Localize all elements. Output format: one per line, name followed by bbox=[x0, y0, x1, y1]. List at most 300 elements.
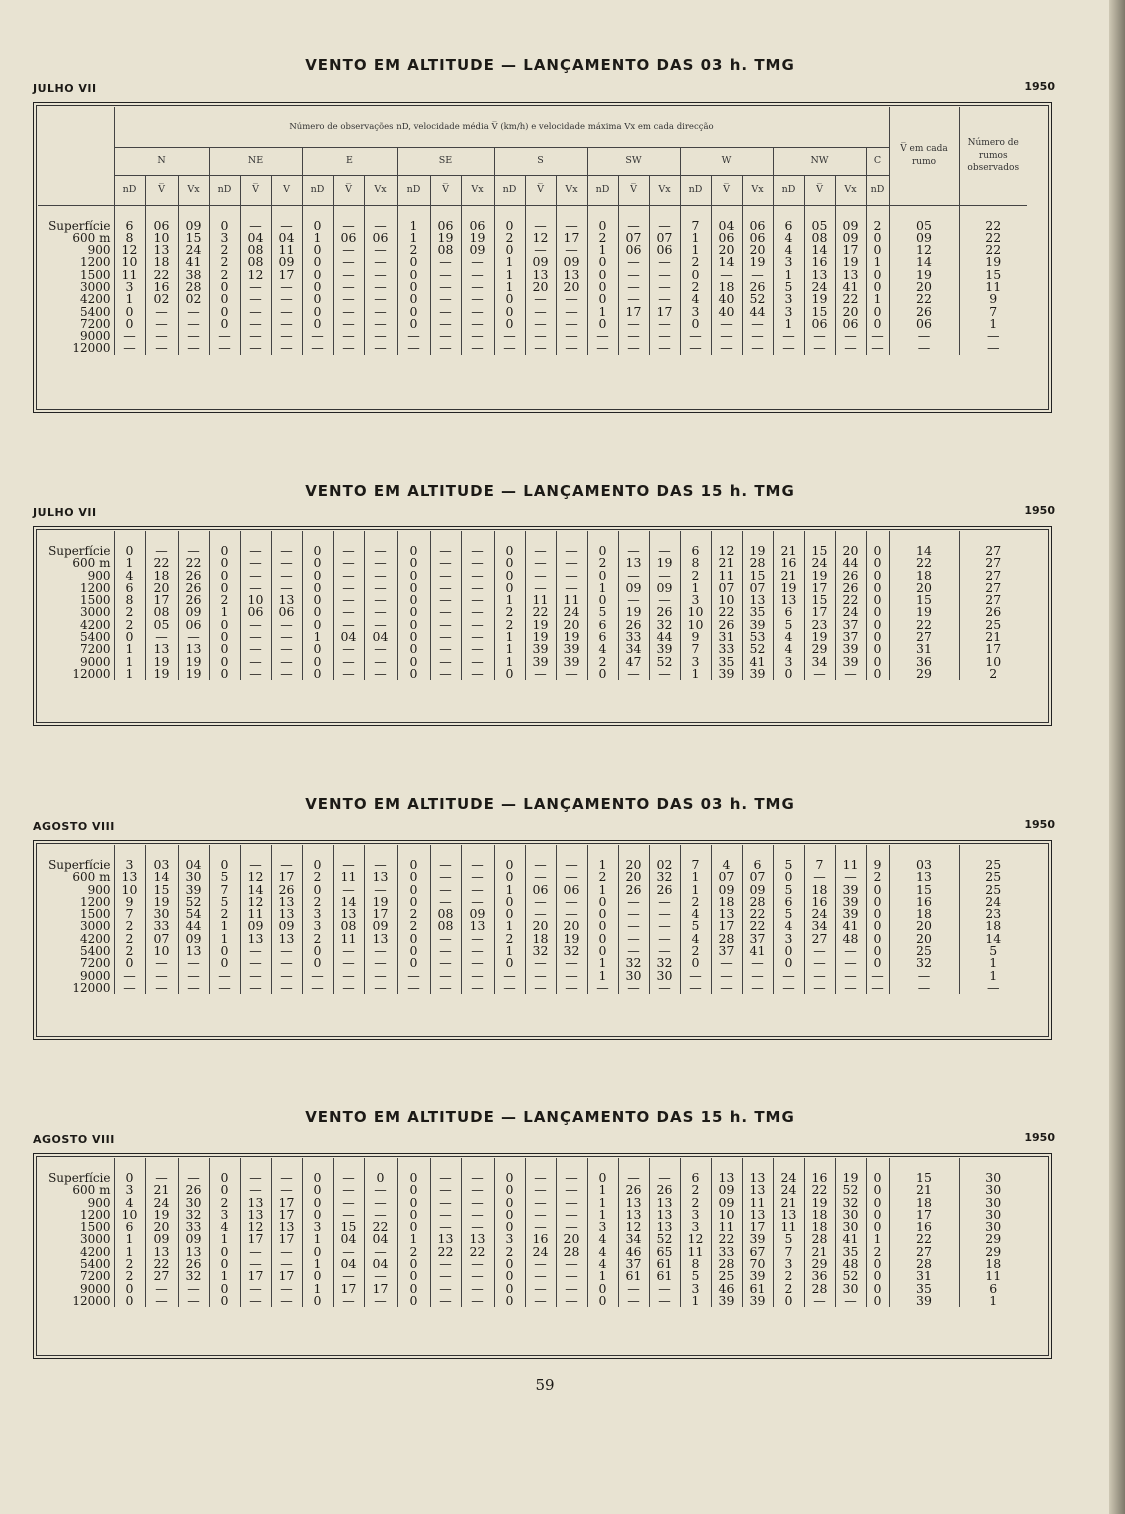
altitude-label: 1200 bbox=[79, 255, 111, 270]
table-cell: 32 bbox=[556, 945, 587, 957]
table-cell: — bbox=[587, 342, 618, 354]
table-cell: 34 bbox=[618, 643, 649, 655]
table-cell: — bbox=[240, 631, 271, 643]
table-cell: 0 bbox=[680, 318, 711, 330]
table-cell: 3 bbox=[587, 1221, 618, 1233]
table-cell: 13 bbox=[240, 933, 271, 945]
table-cell: 2 bbox=[209, 256, 240, 268]
table-cell: — bbox=[494, 342, 525, 354]
table-cell: 0 bbox=[302, 643, 333, 655]
altitude-label: 4200 bbox=[79, 931, 111, 946]
table-cell: 13 bbox=[178, 1246, 209, 1258]
table-cell: — bbox=[525, 1184, 556, 1196]
table-cell: 0 bbox=[866, 232, 889, 244]
table-cell: 09 bbox=[556, 256, 587, 268]
altitude-label: 5400 bbox=[79, 1257, 111, 1272]
table-cell: 70 bbox=[742, 1258, 773, 1270]
table-cell: 0 bbox=[587, 594, 618, 606]
table-cell: 0 bbox=[397, 570, 430, 582]
table-cell: — bbox=[178, 957, 209, 969]
table-cell: 06 bbox=[178, 619, 209, 631]
table-cell: — bbox=[302, 330, 333, 342]
direction-header-c: C bbox=[866, 147, 889, 175]
table-cell: 0 bbox=[209, 220, 240, 232]
table-cell: 11 bbox=[114, 269, 145, 281]
table-cell: — bbox=[364, 606, 397, 618]
year-label-1: 1950 bbox=[1024, 80, 1055, 93]
table-cell: 07 bbox=[145, 933, 178, 945]
table-cell: — bbox=[333, 970, 364, 982]
table-cell: 0 bbox=[866, 1258, 889, 1270]
table-cell: — bbox=[240, 619, 271, 631]
table-cell: 22 bbox=[889, 293, 959, 305]
table-cell: 18 bbox=[145, 256, 178, 268]
table-cell: — bbox=[835, 945, 866, 957]
table-cell: — bbox=[711, 342, 742, 354]
table-cell: 0 bbox=[866, 656, 889, 668]
table-cell: — bbox=[430, 293, 461, 305]
table-cell: 05 bbox=[889, 220, 959, 232]
table-cell: 21 bbox=[804, 1246, 835, 1258]
table-cell: 0 bbox=[866, 908, 889, 920]
table-cell: — bbox=[364, 281, 397, 293]
table-cell: 09 bbox=[835, 232, 866, 244]
table-cell: — bbox=[333, 884, 364, 896]
table-cell: 6 bbox=[680, 545, 711, 557]
table-cell: 16 bbox=[804, 1172, 835, 1184]
table-cell: 02 bbox=[649, 859, 680, 871]
table-cell: 0 bbox=[494, 1295, 525, 1307]
table-cell: 1 bbox=[397, 220, 430, 232]
table-cell: 09 bbox=[618, 582, 649, 594]
table-cell: 3 bbox=[114, 1184, 145, 1196]
table-cell: — bbox=[145, 306, 178, 318]
altitude-label: 600 m bbox=[72, 556, 111, 571]
table-cell: — bbox=[240, 318, 271, 330]
table-cell: 0 bbox=[302, 582, 333, 594]
table-cell: 0 bbox=[587, 933, 618, 945]
direction-header-w: W bbox=[680, 147, 773, 175]
table-cell: 06 bbox=[333, 232, 364, 244]
table-cell: — bbox=[178, 342, 209, 354]
table-cell: — bbox=[430, 871, 461, 883]
table-cell: 10 bbox=[114, 884, 145, 896]
table-cell: — bbox=[618, 945, 649, 957]
table-cell: 19 bbox=[430, 232, 461, 244]
table-cell: 11 bbox=[525, 594, 556, 606]
table-cell: 0 bbox=[302, 656, 333, 668]
table-cell: 37 bbox=[711, 945, 742, 957]
table-cell: 0 bbox=[397, 896, 430, 908]
table-cell: — bbox=[461, 1172, 494, 1184]
table-cell: — bbox=[680, 970, 711, 982]
table-cell: — bbox=[271, 318, 302, 330]
table-cell: 04 bbox=[333, 631, 364, 643]
table-cell: 25 bbox=[889, 945, 959, 957]
table-cell: 52 bbox=[742, 293, 773, 305]
table-cell: 06 bbox=[271, 606, 302, 618]
table-cell: 2 bbox=[397, 920, 430, 932]
table-cell: — bbox=[587, 982, 618, 994]
table-cell: — bbox=[114, 982, 145, 994]
table-cell: — bbox=[430, 1295, 461, 1307]
table-cell: 26 bbox=[835, 582, 866, 594]
table-cell: 39 bbox=[889, 1295, 959, 1307]
table-cell: — bbox=[430, 330, 461, 342]
table-cell: 04 bbox=[333, 1233, 364, 1245]
table-cell: 19 bbox=[804, 1197, 835, 1209]
table-cell: 30 bbox=[649, 970, 680, 982]
table-cell: 0 bbox=[397, 884, 430, 896]
table-cell: 19 bbox=[804, 570, 835, 582]
table-cell: 19 bbox=[525, 631, 556, 643]
table-cell: 0 bbox=[866, 1283, 889, 1295]
sub-header-nd: nD bbox=[494, 175, 525, 205]
table-cell: 46 bbox=[711, 1283, 742, 1295]
table-cell: 33 bbox=[145, 920, 178, 932]
table-cell: 0 bbox=[866, 582, 889, 594]
table-cell: 0 bbox=[866, 945, 889, 957]
table-cell: 2 bbox=[494, 933, 525, 945]
table-cell: 02 bbox=[145, 293, 178, 305]
table-cell: 2 bbox=[114, 1258, 145, 1270]
table-cell: — bbox=[649, 945, 680, 957]
table-cell: 0 bbox=[209, 957, 240, 969]
table-cell: 28 bbox=[711, 933, 742, 945]
table-cell: 0 bbox=[587, 920, 618, 932]
table-cell: 1 bbox=[680, 871, 711, 883]
altitude-label: 3000 bbox=[79, 605, 111, 620]
table-cell: 3 bbox=[302, 1221, 333, 1233]
table-cell: 07 bbox=[711, 871, 742, 883]
table-cell: — bbox=[649, 933, 680, 945]
sub-header-v: V̅ bbox=[430, 175, 461, 205]
table-cell: 10 bbox=[680, 606, 711, 618]
table-cell: — bbox=[525, 871, 556, 883]
table-cell: 9 bbox=[866, 859, 889, 871]
table-cell: 17 bbox=[835, 244, 866, 256]
table-cell: 27 bbox=[959, 557, 1027, 569]
table-cell: 24 bbox=[773, 1172, 804, 1184]
table-cell: 18 bbox=[889, 1197, 959, 1209]
table-cell: 13 bbox=[271, 1221, 302, 1233]
table-cell: — bbox=[240, 306, 271, 318]
table-cell: 32 bbox=[649, 957, 680, 969]
table-cell: 0 bbox=[209, 656, 240, 668]
table-cell: 30 bbox=[959, 1184, 1027, 1196]
table-cell: 52 bbox=[649, 1233, 680, 1245]
table-cell: 26 bbox=[649, 884, 680, 896]
table-cell: 6 bbox=[680, 1172, 711, 1184]
table-cell: 0 bbox=[494, 1270, 525, 1282]
table-cell: 0 bbox=[397, 281, 430, 293]
table-cell: — bbox=[556, 982, 587, 994]
table-cell: 8 bbox=[114, 232, 145, 244]
table-cell: — bbox=[397, 330, 430, 342]
table-cell: — bbox=[430, 570, 461, 582]
table-cell: — bbox=[556, 582, 587, 594]
table-cell: 39 bbox=[742, 1233, 773, 1245]
table-cell: 06 bbox=[240, 606, 271, 618]
table-cell: 0 bbox=[866, 1184, 889, 1196]
table-cell: — bbox=[804, 668, 835, 680]
table-cell: 06 bbox=[742, 220, 773, 232]
table-cell: 22 bbox=[889, 1233, 959, 1245]
table-cell: 2 bbox=[866, 871, 889, 883]
table-cell: — bbox=[364, 859, 397, 871]
table-cell: 22 bbox=[145, 269, 178, 281]
table-cell: 10 bbox=[114, 1209, 145, 1221]
table-cell: 48 bbox=[835, 1258, 866, 1270]
table-cell: 0 bbox=[866, 306, 889, 318]
table-cell: 16 bbox=[804, 256, 835, 268]
table-cell: 20 bbox=[742, 244, 773, 256]
table-cell: 0 bbox=[114, 1172, 145, 1184]
table-cell: — bbox=[461, 1283, 494, 1295]
table-cell: 4 bbox=[773, 631, 804, 643]
table-cell: 15 bbox=[804, 306, 835, 318]
table-cell: — bbox=[240, 293, 271, 305]
table-cell: — bbox=[461, 1295, 494, 1307]
table-cell: 03 bbox=[145, 859, 178, 871]
table-cell: 17 bbox=[240, 1233, 271, 1245]
table-cell: — bbox=[525, 1221, 556, 1233]
table-cell: — bbox=[333, 1270, 364, 1282]
table-cell: 13 bbox=[804, 269, 835, 281]
table-cell: 23 bbox=[959, 908, 1027, 920]
table-cell: — bbox=[364, 582, 397, 594]
table-cell: 06 bbox=[835, 318, 866, 330]
table-cell: — bbox=[742, 318, 773, 330]
table-cell: 0 bbox=[587, 908, 618, 920]
table-cell: 18 bbox=[804, 1221, 835, 1233]
table-cell: 12 bbox=[525, 232, 556, 244]
table-cell: 14 bbox=[711, 256, 742, 268]
table-cell: 1 bbox=[680, 884, 711, 896]
table-cell: — bbox=[145, 318, 178, 330]
table-cell: 20 bbox=[618, 871, 649, 883]
table-cell: 30 bbox=[959, 1197, 1027, 1209]
altitude-label: 3000 bbox=[79, 919, 111, 934]
table-cell: 0 bbox=[866, 933, 889, 945]
table-cell: 17 bbox=[271, 1197, 302, 1209]
table-cell: 0 bbox=[494, 1283, 525, 1295]
table-cell: 13 bbox=[618, 1197, 649, 1209]
table-cell: 26 bbox=[618, 619, 649, 631]
table-cell: 1 bbox=[302, 232, 333, 244]
table-cell: 0 bbox=[866, 269, 889, 281]
table-cell: 39 bbox=[525, 656, 556, 668]
table-cell: 06 bbox=[804, 318, 835, 330]
table-cell: — bbox=[711, 269, 742, 281]
table-cell: 1 bbox=[494, 256, 525, 268]
table-cell: 0 bbox=[302, 957, 333, 969]
table-cell: — bbox=[461, 606, 494, 618]
table-cell: 0 bbox=[866, 545, 889, 557]
table-cell: 08 bbox=[145, 606, 178, 618]
table-cell: 26 bbox=[178, 1184, 209, 1196]
table-cell: 26 bbox=[742, 281, 773, 293]
table-cell: 39 bbox=[742, 1295, 773, 1307]
table-cell: 0 bbox=[397, 606, 430, 618]
table-cell: 2 bbox=[397, 244, 430, 256]
altitude-label: 9000 bbox=[79, 329, 111, 344]
table-cell: — bbox=[333, 1295, 364, 1307]
table-cell: — bbox=[240, 668, 271, 680]
page-edge bbox=[1109, 0, 1125, 1514]
table-cell: 39 bbox=[742, 619, 773, 631]
table-cell: 0 bbox=[209, 557, 240, 569]
sub-header-v: V̅ bbox=[618, 175, 649, 205]
table-cell: — bbox=[240, 1172, 271, 1184]
table-cell: — bbox=[525, 220, 556, 232]
table-cell: — bbox=[430, 631, 461, 643]
table-cell: — bbox=[461, 871, 494, 883]
table-cell: — bbox=[333, 1246, 364, 1258]
table-cell: 11 bbox=[333, 871, 364, 883]
table-cell: 1 bbox=[680, 668, 711, 680]
table-cell: 0 bbox=[397, 1221, 430, 1233]
table-cell: 0 bbox=[587, 570, 618, 582]
table-cell: 0 bbox=[302, 281, 333, 293]
table-cell: — bbox=[959, 342, 1027, 354]
table-cell: 13 bbox=[333, 908, 364, 920]
table-cell: 0 bbox=[587, 256, 618, 268]
table-cell: — bbox=[649, 982, 680, 994]
table-cell: — bbox=[240, 1184, 271, 1196]
table-cell: — bbox=[333, 318, 364, 330]
table-cell: — bbox=[333, 1197, 364, 1209]
table-cell: 17 bbox=[804, 582, 835, 594]
table-cell: 5 bbox=[773, 859, 804, 871]
table-cell: 16 bbox=[145, 281, 178, 293]
table-cell: — bbox=[364, 318, 397, 330]
table-cell: 0 bbox=[866, 244, 889, 256]
table-cell: — bbox=[461, 557, 494, 569]
table-cell: 25 bbox=[959, 859, 1027, 871]
table-cell: 12 bbox=[711, 545, 742, 557]
table-cell: — bbox=[240, 859, 271, 871]
table-cell: 16 bbox=[889, 896, 959, 908]
table-cell: 0 bbox=[364, 1172, 397, 1184]
month-label-4: AGOSTO VIII bbox=[33, 1133, 115, 1146]
table-cell: — bbox=[618, 933, 649, 945]
table-cell: 0 bbox=[302, 244, 333, 256]
table-cell: 1 bbox=[773, 269, 804, 281]
table-cell: — bbox=[430, 1221, 461, 1233]
table-cell: 2 bbox=[494, 232, 525, 244]
table-cell: — bbox=[556, 970, 587, 982]
table-cell: 4 bbox=[587, 1233, 618, 1245]
table-cell: 22 bbox=[889, 557, 959, 569]
table-cell: — bbox=[461, 330, 494, 342]
table-cell: — bbox=[556, 896, 587, 908]
table-cell: 44 bbox=[742, 306, 773, 318]
table-cell: 15 bbox=[804, 594, 835, 606]
table-cell: — bbox=[556, 244, 587, 256]
table-cell: 13 bbox=[364, 933, 397, 945]
table-cell: 0 bbox=[302, 220, 333, 232]
table-cell: 0 bbox=[494, 957, 525, 969]
table-cell: 15 bbox=[959, 269, 1027, 281]
table-cell: 22 bbox=[711, 1233, 742, 1245]
table-cell: 21 bbox=[711, 557, 742, 569]
table-cell: — bbox=[525, 1283, 556, 1295]
altitude-label: 600 m bbox=[72, 1183, 111, 1198]
sub-header-nd: nD bbox=[209, 175, 240, 205]
table-cell: 13 bbox=[271, 908, 302, 920]
table-row bbox=[38, 342, 1027, 354]
table-cell: — bbox=[618, 668, 649, 680]
sub-header-vx: Vx bbox=[835, 175, 866, 205]
table-cell: 12 bbox=[618, 1221, 649, 1233]
table-cell: 2 bbox=[680, 570, 711, 582]
table-cell: 39 bbox=[835, 656, 866, 668]
table-cell: 3 bbox=[773, 1258, 804, 1270]
table-cell: — bbox=[461, 643, 494, 655]
table-cell: 6 bbox=[773, 606, 804, 618]
table-cell: 13 bbox=[271, 594, 302, 606]
sub-header-vx: Vx bbox=[742, 175, 773, 205]
table-cell: 18 bbox=[804, 884, 835, 896]
table-cell: — bbox=[430, 606, 461, 618]
table-cell: — bbox=[364, 982, 397, 994]
table-cell: — bbox=[525, 1197, 556, 1209]
table-cell: 15 bbox=[178, 232, 209, 244]
table-cell: 0 bbox=[587, 1283, 618, 1295]
table-cell: 67 bbox=[742, 1246, 773, 1258]
table-cell: — bbox=[271, 220, 302, 232]
table-cell: — bbox=[364, 269, 397, 281]
table-cell: 06 bbox=[889, 318, 959, 330]
table-cell: — bbox=[333, 582, 364, 594]
table-cell: — bbox=[649, 570, 680, 582]
table-cell: — bbox=[364, 643, 397, 655]
table-cell: 13 bbox=[742, 1184, 773, 1196]
table-cell: 20 bbox=[711, 244, 742, 256]
table-cell: 18 bbox=[889, 570, 959, 582]
table-cell: — bbox=[333, 342, 364, 354]
table-cell: — bbox=[556, 1184, 587, 1196]
table-cell: — bbox=[364, 1270, 397, 1282]
table-cell: 22 bbox=[742, 920, 773, 932]
table-cell: 13 bbox=[461, 920, 494, 932]
table-cell: 25 bbox=[959, 871, 1027, 883]
table-cell: 2 bbox=[680, 256, 711, 268]
table-cell: — bbox=[618, 896, 649, 908]
table-cell: — bbox=[556, 1283, 587, 1295]
table-cell: 0 bbox=[866, 1172, 889, 1184]
table-cell: — bbox=[773, 330, 804, 342]
table-cell: — bbox=[240, 945, 271, 957]
table-cell: 04 bbox=[364, 1233, 397, 1245]
table-cell: 37 bbox=[742, 933, 773, 945]
table-cell: 0 bbox=[494, 1184, 525, 1196]
table-cell: 0 bbox=[494, 896, 525, 908]
num-rumos-header: Número de rumos observados bbox=[959, 107, 1027, 205]
table-cell: 19 bbox=[145, 668, 178, 680]
table-cell: — bbox=[618, 342, 649, 354]
table-cell: 0 bbox=[397, 1184, 430, 1196]
table-cell: 4 bbox=[587, 1258, 618, 1270]
table-cell: 40 bbox=[711, 293, 742, 305]
table-cell: 0 bbox=[302, 318, 333, 330]
table-cell: 0 bbox=[114, 545, 145, 557]
table-cell: 52 bbox=[835, 1184, 866, 1196]
table-cell: 31 bbox=[711, 631, 742, 643]
table-cell: 39 bbox=[742, 668, 773, 680]
table-cell: 09 bbox=[461, 908, 494, 920]
